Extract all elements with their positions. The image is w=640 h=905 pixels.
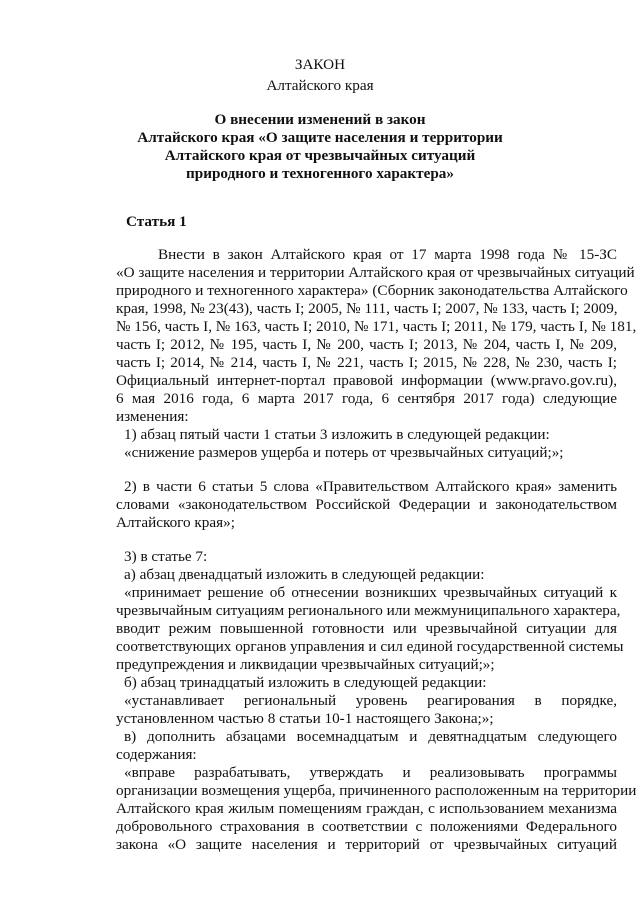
item-3c-title: в) дополнить абзацами восемнадцатым и девятнадцатым следующего	[124, 728, 617, 745]
item-3b-line: «устанавливает региональный уровень реагирования в порядке,	[124, 692, 617, 709]
intro-line: края, 1998, № 23(43), часть I; 2005, № 111, часть I; 2007, № 133, часть I; 2009,	[116, 300, 618, 317]
intro-line: Внести в закон Алтайского края от 17 марта 1998 года № 15-ЗС	[158, 246, 617, 263]
item-3c-line: организации возмещения ущерба, причиненного расположенным на территории	[116, 782, 637, 799]
intro-line: № 156, часть I, № 163, часть I; 2010, № 171, часть I; 2011, № 179, часть I, № 181,	[116, 318, 637, 335]
article-heading: Статья 1	[126, 213, 187, 230]
item-3b-title: б) абзац тринадцатый изложить в следующей редакции:	[124, 674, 487, 691]
intro-line: 6 мая 2016 года, 6 марта 2017 года, 6 сентября 2017 года) следующие	[116, 390, 617, 407]
item-3a-line: предупреждения и ликвидации чрезвычайных ситуаций;»;	[116, 656, 495, 673]
heading-line: Алтайского края «О защите населения и территории	[137, 129, 503, 146]
item-3a-line: вводит режим повышенной готовности или чрезвычайной ситуации для	[116, 620, 617, 637]
item-2-line: 2) в части 6 статьи 5 слова «Правительством Алтайского края» заменить	[124, 478, 617, 495]
item-3a-line: «принимает решение об отнесении возникших чрезвычайных ситуаций к	[124, 584, 617, 601]
item-1-text: «снижение размеров ущерба и потерь от чрезвычайных ситуаций;»;	[124, 444, 564, 461]
intro-line: «О защите населения и территории Алтайского края от чрезвычайных ситуаций	[116, 264, 635, 281]
intro-line: часть I; 2014, № 214, часть I, № 221, часть I; 2015, № 228, № 230, часть I;	[116, 354, 617, 371]
item-1-title: 1) абзац пятый части 1 статьи 3 изложить в следующей редакции:	[124, 426, 550, 443]
item-3c-line: закона «О защите населения и территорий от чрезвычайных ситуаций	[116, 836, 617, 853]
intro-line: изменения:	[116, 408, 189, 425]
item-3c-line: Алтайского края жилым помещениям граждан, с использованием механизма	[116, 800, 617, 817]
item-3-title: 3) в статье 7:	[124, 548, 208, 565]
item-3b-line: установленном частью 8 статьи 10-1 настоящего Закона;»;	[116, 710, 494, 727]
item-2-line: Алтайского края»;	[116, 514, 235, 531]
doc-region: Алтайского края	[266, 77, 374, 94]
doc-type: ЗАКОН	[294, 56, 346, 73]
heading-line: О внесении изменений в закон	[214, 111, 426, 128]
heading-line: природного и техногенного характера»	[186, 165, 454, 182]
item-3a-line: чрезвычайным ситуациям регионального или межмуниципального характера,	[116, 602, 621, 619]
item-2-line: словами «законодательством Российской Федерации и законодательством	[116, 496, 617, 513]
intro-line: природного и техногенного характера» (Сборник законодательства Алтайского	[116, 282, 628, 299]
item-3a-title: а) абзац двенадцатый изложить в следующей редакции:	[124, 566, 485, 583]
heading-line: Алтайского края от чрезвычайных ситуаций	[164, 147, 476, 164]
intro-line: часть I; 2012, № 195, часть I, № 200, часть I; 2013, № 204, часть I, № 209,	[116, 336, 617, 353]
item-3a-line: соответствующих органов управления и сил единой государственной системы	[116, 638, 624, 655]
item-3c-line: «вправе разрабатывать, утверждать и реализовывать программы	[124, 764, 617, 781]
intro-line: Официальный интернет-портал правовой информации (www.pravo.gov.ru),	[116, 372, 617, 389]
item-3c-line: добровольного страхования в соответствии с положениями Федерального	[116, 818, 617, 835]
item-3c-title: содержания:	[116, 746, 197, 763]
